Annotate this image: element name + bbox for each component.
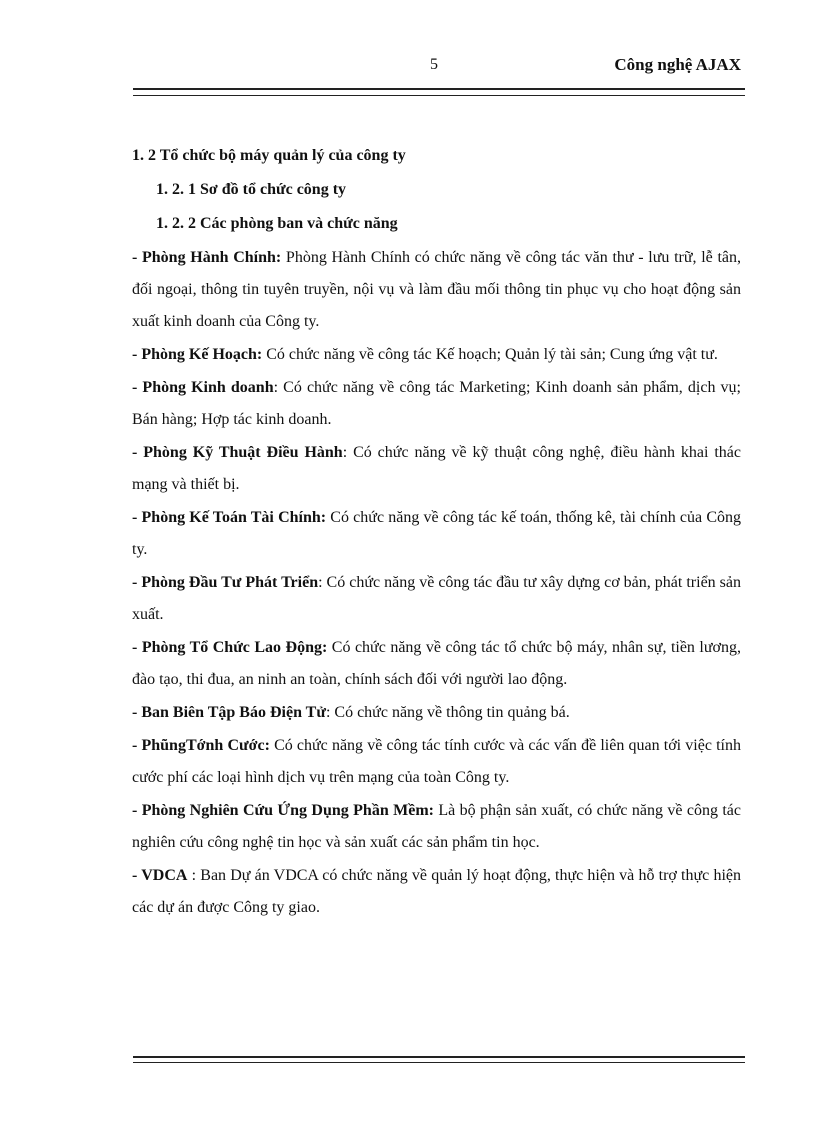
footer-rule	[133, 1056, 745, 1063]
dept-name: - VDCA	[132, 867, 188, 884]
subsection-org-chart: 1. 2. 1 Sơ đồ tổ chức công ty	[156, 181, 347, 198]
dept-planning	[132, 339, 741, 371]
dept-name: - Phòng Nghiên Cứu Ứng Dụng Phần Mềm:	[132, 802, 434, 819]
dept-description: : Có chức năng về công tác đầu tư xây dựng cơ bản, phát triển sản xuất.	[132, 574, 742, 623]
dept-name: - PhũngTớnh Cước:	[132, 737, 270, 754]
dept-description: : Có chức năng về kỹ thuật công nghệ, điều hành khai thác mạng và thiết bị.	[132, 444, 741, 493]
running-header-title: Công nghệ AJAX	[614, 55, 741, 74]
dept-description: Có chức năng về công tác kế toán, thống kê, tài chính của Công ty.	[132, 509, 742, 558]
dept-e-newspaper-editorial	[132, 697, 741, 729]
dept-description: : Ban Dự án VDCA có chức năng về quản lý hoạt động, thực hiện và hỗ trợ thực hiện các dự án được Công ty giao.	[132, 867, 741, 916]
dept-description: Là bộ phận sản xuất, có chức năng về công tác nghiên cứu công nghệ tin học và sản xuất các sản phẩm tin học.	[132, 802, 742, 851]
dept-investment-development	[132, 567, 741, 631]
header-rule	[133, 88, 745, 96]
dept-name: - Phòng Kỹ Thuật Điều Hành	[132, 444, 343, 461]
dept-administration	[132, 242, 741, 338]
dept-name: - Phòng Đầu Tư Phát Triển	[132, 574, 319, 591]
dept-name: - Ban Biên Tập Báo Điện Tử	[132, 704, 326, 721]
dept-name: - Phòng Kế Hoạch:	[132, 346, 263, 363]
dept-labor-organization	[132, 632, 741, 696]
dept-finance-accounting	[132, 502, 741, 566]
dept-business	[132, 372, 741, 436]
dept-vdca	[132, 860, 741, 924]
page-body	[132, 140, 741, 925]
dept-billing	[132, 730, 741, 794]
dept-description: : Có chức năng về thông tin quảng bá.	[325, 704, 570, 721]
subsection-departments: 1. 2. 2 Các phòng ban và chức năng	[156, 215, 398, 232]
dept-description: Phòng Hành Chính có chức năng về công tác văn thư - lưu trữ, lễ tân, đối ngoại, thông tin tuyên truyền, nội vụ và làm đầu mối thông tin phục vụ cho hoạt động sản xuất kinh doanh của Công ty.	[132, 249, 741, 330]
dept-name: - Phòng Hành Chính:	[132, 249, 282, 266]
dept-description: : Có chức năng về công tác Marketing; Kinh doanh sản phẩm, dịch vụ; Bán hàng; Hợp tác kinh doanh.	[132, 379, 742, 428]
dept-software-research	[132, 795, 741, 859]
dept-name: - Phòng Tổ Chức Lao Động:	[132, 639, 328, 656]
section-heading: 1. 2 Tổ chức bộ máy quản lý của công ty	[132, 147, 406, 164]
dept-description: Có chức năng về công tác tổ chức bộ máy, nhân sự, tiền lương, đào tạo, thi đua, an ninh an toàn, chính sách đối với người lao động.	[132, 639, 741, 688]
page-number: 5	[430, 56, 438, 73]
dept-technical-operations	[132, 437, 741, 501]
dept-description: Có chức năng về công tác tính cước và các vấn đề liên quan tới việc tính cước phí các loại hình dịch vụ trên mạng của toàn Công ty.	[132, 737, 741, 786]
dept-description: Có chức năng về công tác Kế hoạch; Quản lý tài sản; Cung ứng vật tư.	[262, 346, 718, 363]
dept-name: - Phòng Kinh doanh	[132, 379, 274, 396]
dept-name: - Phòng Kế Toán Tài Chính:	[132, 509, 327, 526]
